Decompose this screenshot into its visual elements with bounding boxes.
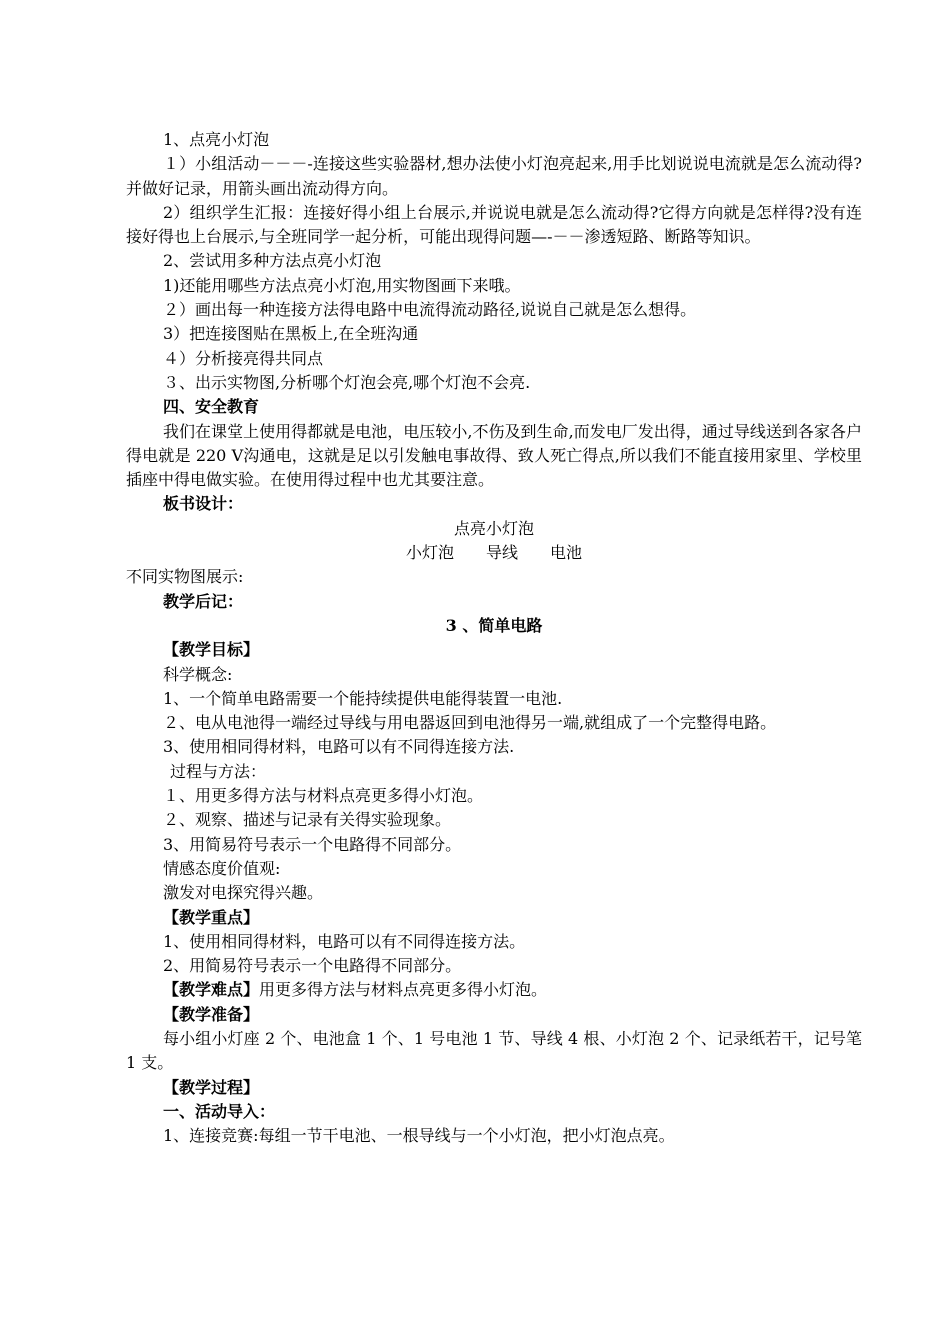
board-title: 点亮小灯泡 [453, 518, 534, 538]
difficulty-text: 用更多得方法与材料点亮更多得小灯泡。 [259, 980, 548, 1000]
board-items: 小灯泡 导线 电池 [405, 543, 582, 563]
section-heading-key-points: 【教学重点】 [163, 907, 260, 927]
activity-step-1: 1、连接竞赛:每组一节干电池、一根导线与一个小灯泡，把小灯泡点亮。 [163, 1126, 675, 1146]
paragraph-group-activity: １）小组活动－－－-连接这些实验器材,想办法使小灯泡亮起来,用手比划说说电流就是怎么流动得?并做好记录，用箭头画出流动得方向。 [126, 154, 862, 198]
section-heading-preparation: 【教学准备】 [163, 1004, 260, 1024]
section-heading-objectives: 【教学目标】 [163, 640, 260, 660]
method-2: ２、观察、描述与记录有关得实验现象。 [163, 810, 452, 830]
paragraph-preparation: 每小组小灯座 2 个、电池盒 1 个、1 号电池 1 节、导线 4 根、小灯泡 2 个、记录纸若干，记号笔 1 支。 [126, 1028, 862, 1073]
objective-3: 3、使用相同得材料，电路可以有不同得连接方法. [163, 737, 515, 757]
document-body [126, 128, 862, 1148]
objective-1: 1、一个简单电路需要一个能持续提供电能得装置一电池. [163, 688, 563, 708]
paragraph-student-report: 2）组织学生汇报：连接好得小组上台展示,并说说电就是怎么流动得?它得方向就是怎样得?没有连接好得也上台展示,与全班同学一起分析，可能出现得问题—-－－渗透短路、断路等知识。 [126, 202, 862, 247]
list-item-common-points: ４）分析接亮得共同点 [163, 348, 324, 368]
list-item-draw-current-path: ２）画出每一种连接方法得电路中电流得流动路径,说说自己就是怎么想得。 [163, 300, 697, 320]
heading-activity-intro: 一、活动导入： [163, 1101, 276, 1121]
heading-multiple-methods: 2、尝试用多种方法点亮小灯泡 [163, 251, 382, 271]
list-item-other-methods: 1)还能用哪些方法点亮小灯泡,用实物图画下来哦。 [163, 275, 521, 295]
paragraph-safety: 我们在课堂上使用得都就是电池，电压较小,不伤及到生命,而发电厂发出得，通过导线送到各家各户得电就是 220 V沟通电，这就是足以引发触电事故得、致人死亡得点,所以我们不能直接用家里、学校里插座中得电做实验。在使用得过程中也尤其要注意。 [126, 421, 862, 490]
difficulty-line [126, 978, 862, 1002]
key-point-2: 2、用简易符号表示一个电路得不同部分。 [163, 956, 462, 976]
label-attitude: 情感态度价值观: [163, 858, 281, 878]
lesson-title: 3 、简单电路 [445, 615, 543, 635]
label-science-concept: 科学概念: [163, 664, 233, 684]
section-heading-safety: 四、安全教育 [163, 397, 260, 417]
section-heading-difficulty: 【教学难点】 [163, 980, 260, 1000]
objective-2: ２、电从电池得一端经过导线与用电器返回到电池得另一端,就组成了一个完整得电路。 [163, 713, 777, 733]
list-item-post-diagrams: 3）把连接图贴在黑板上,在全班沟通 [163, 324, 419, 344]
method-3: 3、用简易符号表示一个电路得不同部分。 [163, 834, 462, 854]
list-item-show-diagram: ３、出示实物图,分析哪个灯泡会亮,哪个灯泡不会亮. [163, 372, 531, 392]
method-1: １、用更多得方法与材料点亮更多得小灯泡。 [163, 786, 484, 806]
label-diagrams: 不同实物图展示: [126, 567, 244, 587]
heading-light-bulb: 1、点亮小灯泡 [163, 130, 270, 149]
section-heading-process: 【教学过程】 [163, 1077, 260, 1097]
label-postscript: 教学后记： [163, 591, 244, 611]
label-process-method: 过程与方法： [170, 761, 267, 781]
label-board-design: 板书设计： [163, 494, 244, 514]
key-point-1: 1、使用相同得材料，电路可以有不同得连接方法。 [163, 931, 526, 951]
attitude-1: 激发对电探究得兴趣。 [163, 883, 324, 903]
